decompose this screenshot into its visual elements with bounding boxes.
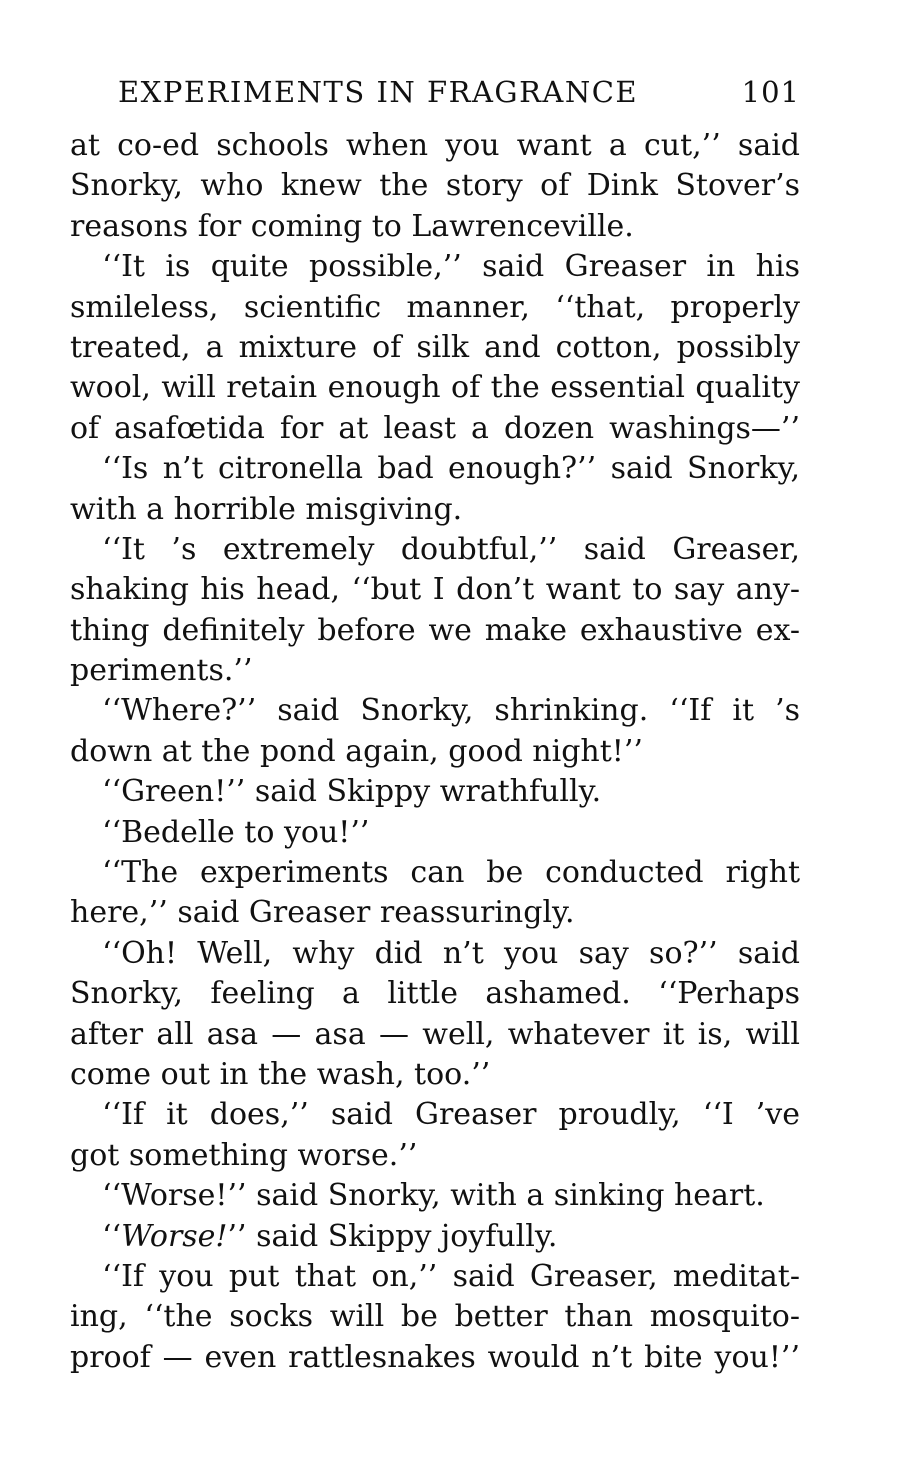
text-line: ‘‘If you put that on,’’ said Greaser, meditat- — [102, 1258, 800, 1294]
text-line: here,’’ said Greaser reassuringly. — [70, 895, 575, 931]
text-line: ‘‘Green!’’ said Skippy wrathfully. — [102, 774, 602, 810]
text-line: thing definitely before we make exhaustive ex- — [70, 612, 800, 648]
page-number: 101 — [741, 75, 800, 109]
text-line: at co-ed schools when you want a cut,’’ said — [70, 128, 800, 163]
text-line: shaking his head, ‘‘but I don’t want to say any- — [70, 572, 800, 608]
text-line: ‘‘Oh! Well, why did n’t you say so?’’ said — [102, 935, 800, 971]
text-line: ‘‘The experiments can be conducted right — [102, 855, 800, 891]
text-line: ‘‘Bedelle to you!’’ — [102, 814, 370, 850]
text-line: ‘‘Worse!’’ said Snorky, with a sinking heart. — [102, 1178, 765, 1214]
text-line: ‘‘If it does,’’ said Greaser proudly, ‘‘I ’ve — [102, 1097, 800, 1133]
text-line: ‘‘It ’s extremely doubtful,’’ said Greaser, — [102, 531, 800, 567]
text-line: periments.’’ — [70, 653, 253, 689]
text-line: Snorky, who knew the story of Dink Stover’s — [70, 168, 800, 204]
running-header — [70, 70, 800, 118]
text-line: treated, a mixture of silk and cotton, possibly — [70, 329, 800, 365]
text-line: ‘‘It is quite possible,’’ said Greaser in his — [102, 249, 800, 285]
text-line: down at the pond again, good night!’’ — [70, 733, 643, 769]
book-page — [70, 70, 800, 1378]
text-line: with a horrible misgiving. — [70, 491, 463, 527]
text-line: got something worse.’’ — [70, 1137, 418, 1173]
text-line: of asafœtida for at least a dozen washings—’’ — [70, 410, 800, 446]
text-line: proof — even rattlesnakes would n’t bite you!’’ — [70, 1339, 800, 1375]
body-text — [70, 126, 800, 1378]
text-line: ‘‘Where?’’ said Snorky, shrinking. ‘‘If it ’s — [102, 693, 800, 729]
running-title: EXPERIMENTS IN FRAGRANCE — [118, 75, 639, 109]
text-line: wool, will retain enough of the essential quality — [70, 370, 800, 406]
text-line: smileless, scientific manner, ‘‘that, properly — [70, 289, 800, 325]
text-line: ‘‘Is n’t citronella bad enough?’’ said Snorky, — [102, 451, 800, 487]
text-line: come out in the wash, too.’’ — [70, 1056, 491, 1092]
text-line: reasons for coming to Lawrenceville. — [70, 208, 634, 244]
text-line: after all asa — asa — well, whatever it is, will — [70, 1016, 800, 1052]
text-line: ing, ‘‘the socks will be better than mosquito- — [70, 1299, 800, 1335]
text-line: ‘‘Worse!’’ said Skippy joyfully. — [102, 1218, 558, 1254]
text-line: Snorky, feeling a little ashamed. ‘‘Perhaps — [70, 976, 800, 1012]
